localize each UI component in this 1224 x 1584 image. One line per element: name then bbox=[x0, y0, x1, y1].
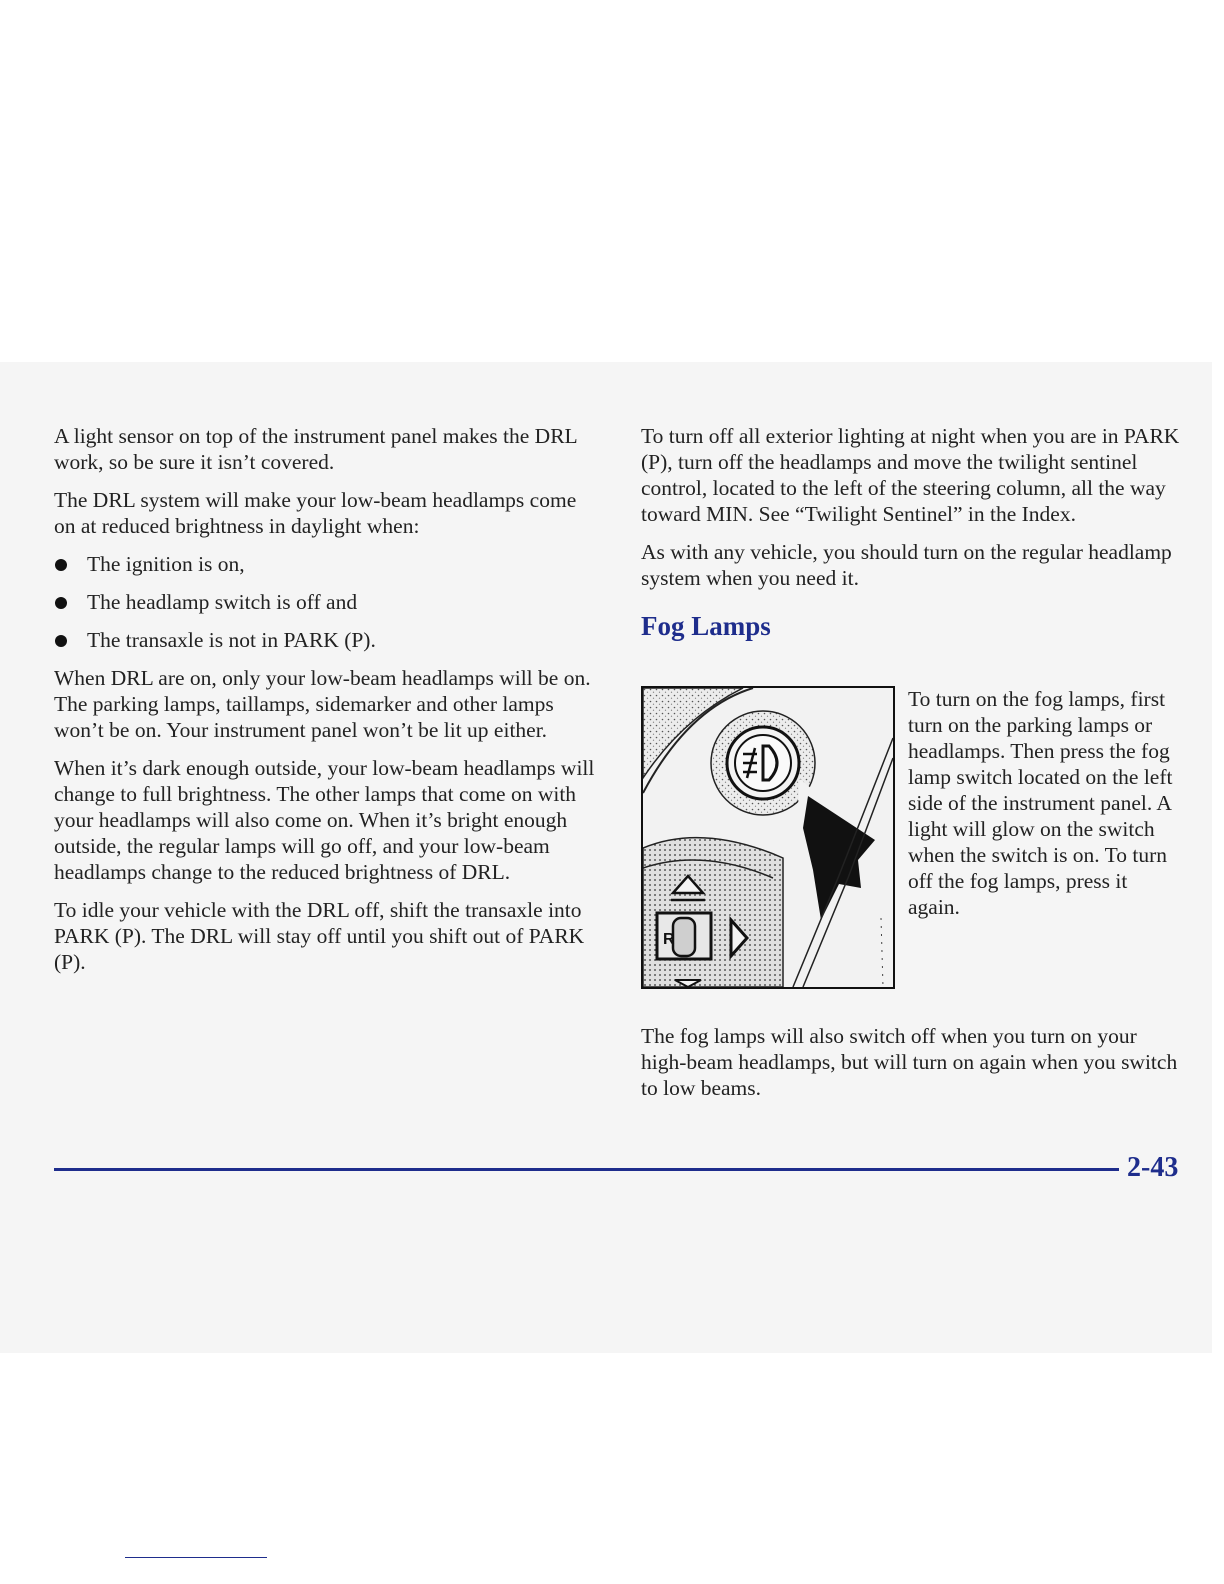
bullet-icon bbox=[55, 635, 67, 647]
list-item bbox=[54, 627, 599, 653]
drl-on-paragraph: When DRL are on, only your low-beam headlamps will be on. The parking lamps, taillamps, sidemarker and other lamps won’t be on. Your instrument panel won’t be lit up either. bbox=[54, 666, 591, 742]
footer-rule bbox=[54, 1168, 1119, 1171]
bullet-icon bbox=[55, 559, 67, 571]
drl-sensor-paragraph: A light sensor on top of the instrument panel makes the DRL work, so be sure it isn’t covered. bbox=[54, 424, 577, 474]
fog-lamp-switch-illustration bbox=[641, 686, 895, 989]
exterior-lighting-paragraph: To turn off all exterior lighting at night when you are in PARK (P), turn off the headlamps and move the twilight sentinel control, located to the left of the steering column, all the way toward MIN. See “Twilight Sentinel” in the Index. bbox=[641, 424, 1180, 526]
drl-idle-paragraph: To idle your vehicle with the DRL off, shift the transaxle into PARK (P). The DRL will stay off until you shift out of PARK (P). bbox=[54, 898, 585, 974]
drl-dark-paragraph: When it’s dark enough outside, your low-beam headlamps will change to full brightness. The other lamps that come on with your headlamps will also come on. When it’s bright enough outside, the regular lamps will go off, and your low-beam headlamps change to the reduced brightness of DRL. bbox=[54, 756, 595, 884]
right-column bbox=[641, 423, 1186, 643]
bullet-icon bbox=[55, 597, 67, 609]
switch-letter: R bbox=[663, 931, 675, 948]
drl-system-paragraph: The DRL system will make your low-beam headlamps come on at reduced brightness in daylight when: bbox=[54, 488, 577, 538]
drl-conditions-list bbox=[54, 551, 599, 653]
list-item-text: The ignition is on, bbox=[87, 552, 245, 576]
list-item-text: The headlamp switch is off and bbox=[87, 590, 358, 614]
list-item bbox=[54, 589, 599, 615]
bottom-link-underline bbox=[125, 1557, 267, 1558]
page-number: 2-43 bbox=[1127, 1152, 1179, 1183]
regular-headlamp-paragraph: As with any vehicle, you should turn on the regular headlamp system when you need it. bbox=[641, 540, 1172, 590]
list-item-text: The transaxle is not in PARK (P). bbox=[87, 628, 376, 652]
list-item bbox=[54, 551, 599, 577]
left-column bbox=[54, 423, 599, 987]
fog-lamp-high-beam-paragraph: The fog lamps will also switch off when you turn on your high-beam headlamps, but will turn on again when you switch to low beams. bbox=[641, 1024, 1178, 1100]
fog-lamp-instructions: To turn on the fog lamps, first turn on the parking lamps or headlamps. Then press the fog lamp switch located on the left side of the instrument panel. A light will glow on the switch when the switch is on. To turn off the fog lamps, press it again. bbox=[908, 687, 1173, 919]
fog-lamp-switch-drawing bbox=[643, 688, 893, 987]
fog-lamps-heading: Fog Lamps bbox=[641, 611, 771, 641]
